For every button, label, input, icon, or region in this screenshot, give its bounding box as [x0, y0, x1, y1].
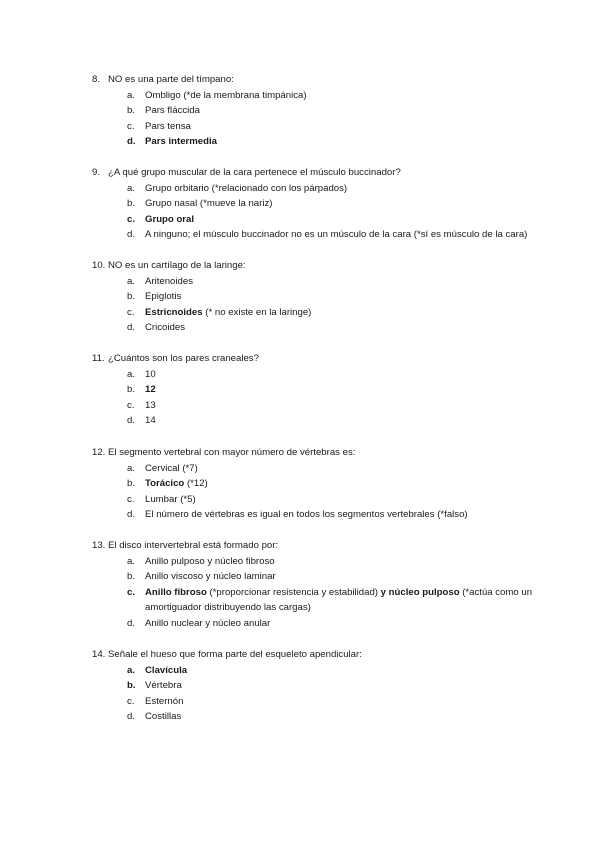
answer-option [0, 569, 600, 585]
option-text [145, 476, 208, 492]
answer-option [0, 585, 600, 616]
option-text-part: Cricoides [145, 322, 185, 333]
question-number: 12. [92, 447, 106, 458]
question-number: 13. [92, 540, 106, 551]
option-text-part: 10 [145, 368, 156, 380]
option-letter: b. [127, 291, 136, 302]
option-letter: a. [127, 275, 136, 287]
option-text-part: Epiglotis [145, 291, 182, 302]
option-letter: d. [127, 322, 136, 333]
option-text [145, 398, 156, 414]
question-line [0, 165, 600, 181]
answer-option [0, 507, 600, 523]
answer-option [0, 476, 600, 492]
question-text: ¿A qué grupo muscular de la cara pertenece el músculo buccinador? [108, 167, 401, 178]
answer-option [0, 212, 600, 228]
option-letter: b. [127, 105, 136, 116]
option-text-part: (*proporcionar resistencia y estabilidad) [206, 586, 381, 598]
answer-option [0, 196, 600, 212]
question-10 [0, 258, 600, 336]
answer-option [0, 694, 600, 710]
option-text-bold: 12 [145, 384, 156, 395]
option-text-bold: Torácico [145, 478, 185, 489]
answer-option [0, 709, 600, 725]
option-text-part: Anillo pulposo y núcleo fibroso [145, 555, 275, 567]
option-text [145, 181, 347, 197]
question-text: Señale el hueso que forma parte del esqueleto apendicular: [108, 649, 362, 660]
option-letter: d. [127, 509, 136, 520]
answer-option [0, 289, 600, 305]
option-text-part: Anillo nuclear y núcleo anular [145, 617, 271, 629]
option-letter: c. [127, 120, 135, 132]
answer-option [0, 119, 600, 135]
option-letter: a. [127, 462, 136, 474]
option-text [145, 382, 156, 398]
question-line [0, 258, 600, 274]
option-text [145, 196, 272, 212]
option-text [145, 274, 193, 290]
question-text: ¿Cuántos son los pares craneales? [108, 353, 259, 364]
option-letter: a. [127, 182, 136, 194]
option-text [145, 663, 187, 679]
option-text-part: (*12) [184, 478, 208, 489]
answer-option [0, 382, 600, 398]
option-text-part: Lumbar (*5) [145, 493, 196, 505]
answer-option [0, 181, 600, 197]
question-line [0, 445, 600, 461]
answer-option [0, 461, 600, 477]
option-letter: d. [127, 711, 136, 722]
question-number: 9. [92, 167, 101, 178]
option-text-bold: Grupo oral [145, 213, 195, 225]
question-11 [0, 351, 600, 429]
option-text-part: Pars fláccida [145, 105, 200, 116]
question-text: NO es una parte del tímpano: [108, 74, 234, 85]
option-text-part: Grupo orbitario (*relacionado con los párpados) [145, 182, 348, 194]
option-letter: d. [127, 229, 136, 240]
option-text-part: Esternón [145, 695, 184, 707]
option-text-part: El número de vértebras es igual en todos los segmentos vertebrales (*falso) [145, 509, 468, 520]
answer-option [0, 227, 600, 243]
option-letter: b. [127, 571, 136, 582]
answer-option [0, 320, 600, 336]
answer-option [0, 88, 600, 104]
option-text [145, 554, 275, 570]
option-text-part: A ninguno; el músculo buccinador no es un músculo de la cara (*sí es músculo de la cara) [145, 229, 528, 240]
option-letter: c. [127, 306, 135, 318]
options-list [0, 274, 600, 336]
question-number: 14. [92, 649, 106, 660]
options-list [0, 367, 600, 429]
option-letter: d. [127, 136, 136, 147]
answer-option [0, 274, 600, 290]
answer-option [0, 413, 600, 429]
option-text [145, 289, 181, 305]
question-number: 10. [92, 260, 106, 271]
option-text [145, 616, 270, 632]
option-text [145, 709, 181, 725]
option-letter: d. [127, 415, 136, 426]
option-letter: c. [127, 399, 135, 411]
option-text [145, 134, 217, 150]
question-line [0, 351, 600, 367]
answer-option [0, 678, 600, 694]
option-text [145, 305, 311, 321]
option-letter: d. [127, 617, 136, 629]
option-letter: a. [127, 555, 136, 567]
option-text [145, 227, 527, 243]
question-text: El disco intervertebral está formado por: [108, 540, 279, 551]
options-list [0, 461, 600, 523]
question-line [0, 72, 600, 88]
option-text-part: Pars tensa [145, 120, 191, 132]
options-list [0, 554, 600, 632]
answer-option [0, 398, 600, 414]
option-text [145, 461, 198, 477]
option-letter: c. [127, 493, 135, 505]
option-text-part: Grupo nasal (*mueve la nariz) [145, 198, 273, 209]
option-text-bold: Pars intermedia [145, 136, 217, 147]
option-text [145, 569, 276, 585]
question-text: NO es un cartílago de la laringe: [108, 260, 246, 271]
option-text-part: (*actúa como un amortiguador distribuyendo las cargas) [145, 586, 533, 613]
question-9 [0, 165, 600, 243]
option-text [145, 585, 555, 616]
option-text-part: Cervical (*7) [145, 462, 198, 474]
answer-option [0, 616, 600, 632]
option-text [145, 103, 200, 119]
option-text [145, 413, 156, 429]
option-text-part: Vértebra [145, 680, 182, 691]
question-line [0, 647, 600, 663]
option-letter: b. [127, 198, 136, 209]
option-text-bold: Estricnoides [145, 306, 203, 318]
option-letter: a. [127, 368, 136, 380]
answer-option [0, 554, 600, 570]
answer-option [0, 305, 600, 321]
options-list [0, 181, 600, 243]
option-text-part: Anillo viscoso y núcleo laminar [145, 571, 276, 582]
option-letter: c. [127, 695, 135, 707]
option-letter: c. [127, 586, 136, 598]
option-text [145, 492, 196, 508]
question-12 [0, 445, 600, 523]
question-line [0, 538, 600, 554]
options-list [0, 88, 600, 150]
option-text [145, 678, 182, 694]
option-text-part: Ombligo (*de la membrana timpánica) [145, 89, 307, 101]
option-text-part: 13 [145, 399, 156, 411]
option-text [145, 119, 191, 135]
option-letter: c. [127, 213, 136, 225]
option-text [145, 320, 185, 336]
option-letter: a. [127, 664, 136, 676]
option-text [145, 367, 156, 383]
option-letter: b. [127, 680, 136, 691]
option-text [145, 507, 468, 523]
options-list [0, 663, 600, 725]
option-text-part: Aritenoides [145, 275, 193, 287]
question-text: El segmento vertebral con mayor número de vértebras es: [108, 447, 356, 458]
option-text-part: 14 [145, 415, 156, 426]
option-text-bold: y núcleo pulposo [380, 586, 460, 598]
option-letter: b. [127, 478, 136, 489]
option-text-bold: Anillo fibroso [145, 586, 207, 598]
question-number: 8. [92, 74, 101, 85]
option-letter: b. [127, 384, 136, 395]
answer-option [0, 134, 600, 150]
option-text-bold: Clavícula [145, 664, 188, 676]
answer-option [0, 663, 600, 679]
answer-option [0, 492, 600, 508]
option-letter: a. [127, 89, 136, 101]
answer-option [0, 103, 600, 119]
option-text-part: (* no existe en la laringe) [202, 306, 312, 318]
answer-option [0, 367, 600, 383]
question-8 [0, 72, 600, 150]
option-text [145, 694, 183, 710]
question-number: 11. [92, 353, 105, 364]
option-text [145, 88, 307, 104]
question-14 [0, 647, 600, 725]
option-text-part: Costillas [145, 711, 182, 722]
question-13 [0, 538, 600, 631]
option-text [145, 212, 194, 228]
